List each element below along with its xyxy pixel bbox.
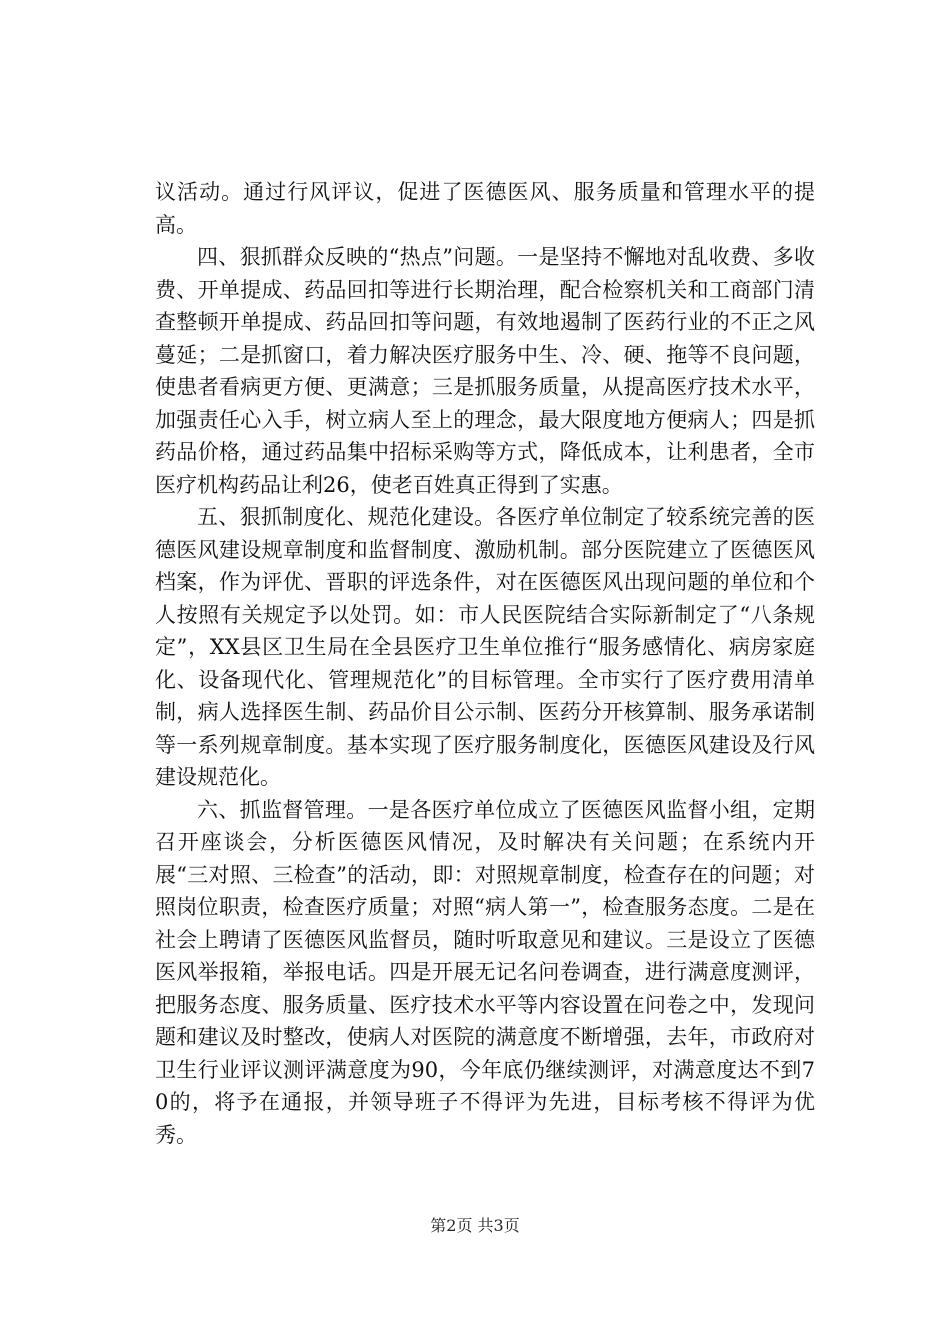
paragraph-continuation: 议活动。通过行风评议，促进了医德医风、服务质量和管理水平的提高。: [155, 180, 815, 237]
paragraph-section-six: 六、抓监督管理。一是各医疗单位成立了医德医风监督小组，定期召开座谈会，分析医德医风情况，及时解决有关问题；在系统内开展“三对照、三检查”的活动，即：对照规章制度，检查存在的问题；对照岗位职责，检查医疗质量；对照“病人第一”，检查服务态度。二是在社会上聘请了医德医风监督员，随时听取意见和建议。三是设立了医德医风举报箱，举报电话。四是开展无记名问卷调查，进行满意度测评，把服务态度、服务质量、医疗技术水平等内容设置在问卷之中，发现问题和建议及时整改，使病人对医院的满意度不断增强，去年，市政府对卫生行业评议测评满意度为90，今年底仍继续测评，对满意度达不到70的，将予在通报，并领导班子不得评为先进，目标考核不得评为优秀。: [155, 797, 815, 1147]
paragraph-section-four: 四、狠抓群众反映的“热点”问题。一是坚持不懈地对乱收费、多收费、开单提成、药品回扣等进行长期治理，配合检察机关和工商部门清查整顿开单提成、药品回扣等问题，有效地遏制了医药行业的不正之风蔓延；二是抓窗口，着力解决医疗服务中生、冷、硬、拖等不良问题，使患者看病更方便、更满意；三是抓服务质量，从提高医疗技术水平，加强责任心入手，树立病人至上的理念，最大限度地方便病人；四是抓药品价格，通过药品集中招标采购等方式，降低成本，让利患者，全市医疗机构药品让利26，使老百姓真正得到了实惠。: [155, 245, 815, 497]
paragraph-section-five: 五、狠抓制度化、规范化建设。各医疗单位制定了较系统完善的医德医风建设规章制度和监督制度、激励机制。部分医院建立了医德医风档案，作为评优、晋职的评选条件，对在医德医风出现问题的单位和个人按照有关规定予以处罚。如：市人民医院结合实际新制定了“八条规定”，XX县区卫生局在全县医疗卫生单位推行“服务感情化、病房家庭化、设备现代化、管理规范化”的目标管理。全市实行了医疗费用清单制，病人选择医生制、药品价目公示制、医药分开核算制、服务承诺制等一系列规章制度。基本实现了医疗服务制度化，医德医风建设及行风建设规范化。: [155, 505, 815, 789]
page-number-footer: 第2页 共3页: [430, 1216, 520, 1235]
document-body: [155, 176, 815, 1151]
